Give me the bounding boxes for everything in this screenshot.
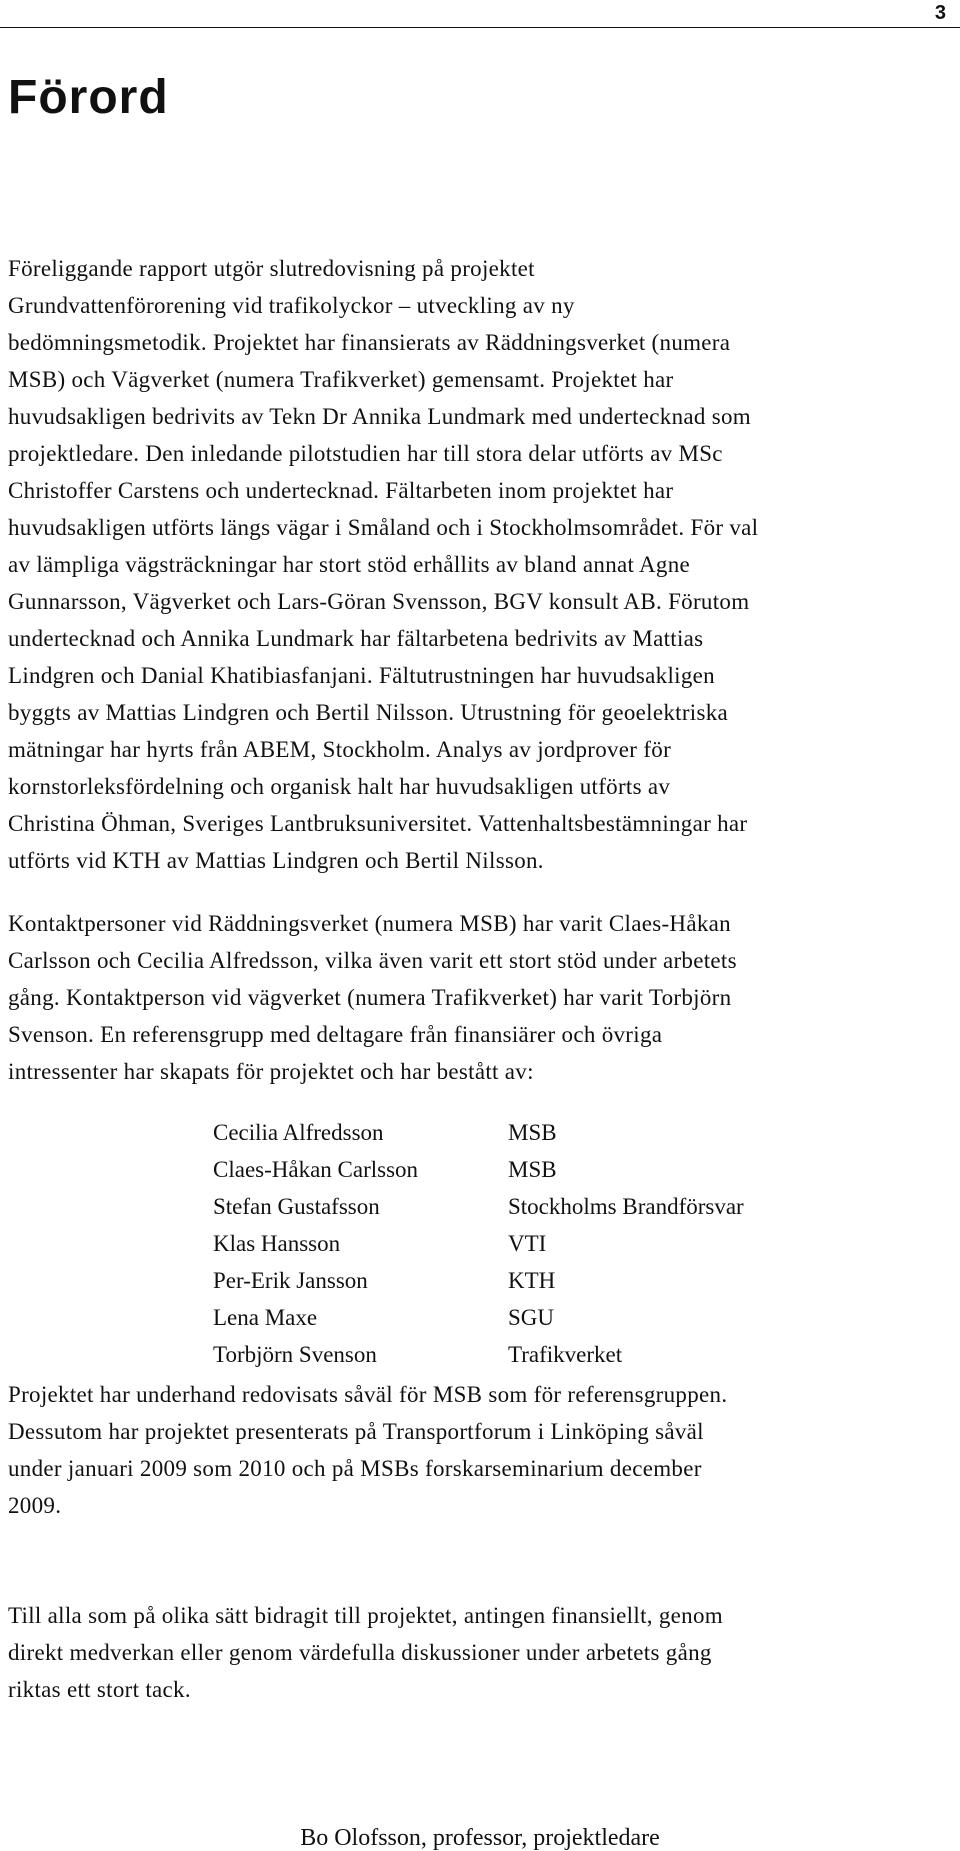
text-line: intressenter har skapats för projektet och har bestått av: [8,1059,534,1084]
text-line: Projektet har underhand redovisats såväl för MSB som för referensgruppen. [8,1382,728,1407]
text-line: direkt medverkan eller genom värdefulla diskussioner under arbetets gång [8,1640,712,1665]
reference-group-row [213,1262,744,1299]
page-number: 3 [934,2,946,24]
text-line: Gunnarsson, Vägverket och Lars-Göran Svensson, BGV konsult AB. Förutom [8,589,750,614]
member-name: Cecilia Alfredsson [213,1120,384,1145]
text-line: bedömningsmetodik. Projektet har finansierats av Räddningsverket (numera [8,330,731,355]
reference-group-row [213,1299,744,1336]
text-line: Grundvattenförorening vid trafikolyckor – utveckling av ny [8,293,575,318]
text-line: huvudsakligen bedrivits av Tekn Dr Annika Lundmark med undertecknad som [8,404,751,429]
member-organization: MSB [508,1157,557,1182]
text-line: byggts av Mattias Lindgren och Bertil Nilsson. Utrustning för geoelektriska [8,700,729,725]
paragraph-presentations [8,1376,953,1524]
member-organization: Stockholms Brandförsvar [508,1194,744,1219]
text-line: mätningar har hyrts från ABEM, Stockholm. Analys av jordprover för [8,737,672,762]
text-line: Till alla som på olika sätt bidragit till projektet, antingen finansiellt, genom [8,1603,723,1628]
signature: Bo Olofsson, professor, projektledare [300,1825,660,1851]
reference-group-row [213,1114,744,1151]
member-organization: KTH [508,1268,556,1293]
text-line: av lämpliga vägsträckningar har stort stöd erhållits av bland annat Agne [8,552,691,577]
text-line: undertecknad och Annika Lundmark har fältarbetena bedrivits av Mattias [8,626,704,651]
member-name: Claes-Håkan Carlsson [213,1157,419,1182]
text-line: huvudsakligen utförts längs vägar i Småland och i Stockholmsområdet. För val [8,515,759,540]
text-line: MSB) och Vägverket (numera Trafikverket) gemensamt. Projektet har [8,367,674,392]
text-line: Carlsson och Cecilia Alfredsson, vilka även varit ett stort stöd under arbetets [8,948,737,973]
text-line: projektledare. Den inledande pilotstudien har till stora delar utförts av MSc [8,441,723,466]
paragraph-thanks [8,1597,953,1708]
member-organization: MSB [508,1120,557,1145]
text-line: Kontaktpersoner vid Räddningsverket (numera MSB) har varit Claes-Håkan [8,911,731,936]
text-line: riktas ett stort tack. [8,1677,191,1702]
reference-group-row [213,1151,744,1188]
reference-group-table [213,1114,744,1373]
member-organization: Trafikverket [508,1342,623,1367]
member-name: Stefan Gustafsson [213,1194,380,1219]
text-line: Svenson. En referensgrupp med deltagare från finansiärer och övriga [8,1022,663,1047]
paragraph-contacts [8,905,953,1090]
text-line: gång. Kontaktperson vid vägverket (numera Trafikverket) har varit Torbjörn [8,985,732,1010]
member-name: Lena Maxe [213,1305,318,1330]
text-line: under januari 2009 som 2010 och på MSBs forskarseminarium december [8,1456,702,1481]
reference-group-row [213,1188,744,1225]
member-name: Per-Erik Jansson [213,1268,368,1293]
member-organization: SGU [508,1305,555,1330]
chapter-title: Förord [8,71,169,124]
paragraph-acknowledgements [8,250,953,879]
reference-group-row [213,1225,744,1262]
member-name: Torbjörn Svenson [213,1342,377,1367]
text-line: Christoffer Carstens och undertecknad. Fältarbeten inom projektet har [8,478,674,503]
text-line: Föreliggande rapport utgör slutredovisning på projektet [8,256,535,281]
member-organization: VTI [508,1231,547,1256]
text-line: Christina Öhman, Sveriges Lantbruksuniversitet. Vattenhaltsbestämningar har [8,811,748,836]
text-line: 2009. [8,1493,62,1518]
member-name: Klas Hansson [213,1231,341,1256]
header-rule [0,27,960,28]
text-line: Dessutom har projektet presenterats på Transportforum i Linköping såväl [8,1419,704,1444]
text-line: kornstorleksfördelning och organisk halt har huvudsakligen utförts av [8,774,671,799]
reference-group-row [213,1336,744,1373]
text-line: utförts vid KTH av Mattias Lindgren och Bertil Nilsson. [8,848,544,873]
text-line: Lindgren och Danial Khatibiasfanjani. Fältutrustningen har huvudsakligen [8,663,715,688]
